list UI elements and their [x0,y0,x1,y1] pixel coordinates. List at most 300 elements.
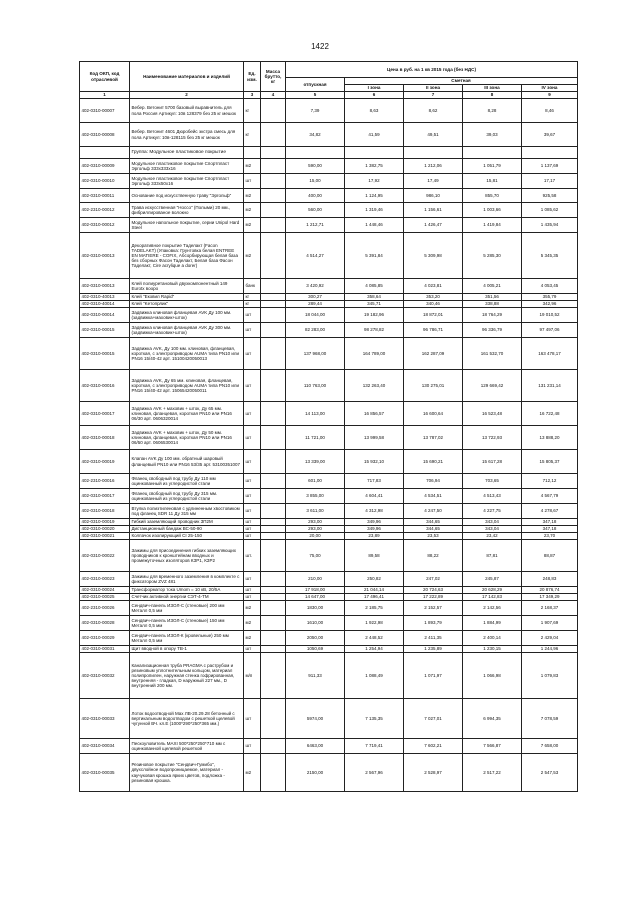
name-cell: Модульное пластиковое покрытие Спортпласт Эргольф 333х50х16 [130,174,244,189]
code-cell: 402-2310-00012 [80,203,130,218]
zone-1-price-cell: 4 085,85 [345,279,404,294]
column-number: 1 [80,92,130,99]
mass-cell [261,123,286,147]
zone-1-price-cell: 2 448,52 [345,631,404,646]
release-price-cell: 11 721,00 [286,426,345,450]
name-cell: Фланец свободный под трубу Ду 110 мм оцинкованный из углеродистой стали [130,474,244,489]
zone-3-price-cell: 1 051,79 [463,159,522,174]
mass-cell [261,338,286,370]
zone-2-price-cell: 247,02 [404,572,463,587]
zone-2-price-cell: 1 071,97 [404,653,463,699]
mass-cell [261,533,286,540]
code-cell: 402-0310-00034 [80,739,130,754]
table-row [80,218,578,233]
unit-cell: шт [244,308,261,323]
name-cell: Группа: Модульное пластиковое покрытие [130,147,244,159]
zone-2-price-cell: 1 212,06 [404,159,463,174]
zone-4-price-cell: 23,70 [522,533,578,540]
zone-3-price-cell: 23,42 [463,533,522,540]
table-row [80,587,578,594]
release-price-cell: 17 918,00 [286,587,345,594]
unit-cell: шт [244,594,261,601]
zone-4-price-cell: 8,46 [522,99,578,123]
name-cell: Вебер. Ветонит 5700 базовый выравнитель для пола Россия Артикул: 10в 128379 без 25 кг мешок [130,99,244,123]
code-cell: 402-0310-00016 [80,370,130,402]
name-cell: Щит вводной в опору ТВ-1 [130,646,244,653]
code-cell: 402-0310-00009 [80,159,130,174]
zone-3-price-cell: 4 005,21 [463,279,522,294]
page-number: 1422 [311,42,329,51]
unit-cell [244,147,261,159]
release-price-cell: 15,00 [286,174,345,189]
name-cell: Сендвич-панель ИЗОЛ-С (стеновые) 150 мм Металл 0,5 мм [130,616,244,631]
zone-4-price-cell: 19 010,52 [522,308,578,323]
table-row [80,294,578,301]
mass-cell [261,526,286,533]
header-code: Код ОКП, код отраслевой [80,62,130,92]
zone-1-price-cell: 89,58 [345,540,404,572]
name-cell: Зажимы для временного заземления в комплекте с фиксатором ZVZ 481 [130,572,244,587]
zone-2-price-cell: 1 893,79 [404,616,463,631]
zone-3-price-cell: 18 764,29 [463,308,522,323]
table-row [80,631,578,646]
zone-4-price-cell: 347,18 [522,519,578,526]
zone-1-price-cell: 16 856,57 [345,402,404,426]
zone-1-price-cell: 717,83 [345,474,404,489]
release-price-cell: 1610,00 [286,616,345,631]
mass-cell [261,323,286,338]
zone-3-price-cell: 2 400,14 [463,631,522,646]
zone-1-price-cell: 19 182,96 [345,308,404,323]
table-row [80,338,578,370]
unit-cell: м2 [244,616,261,631]
zone-3-price-cell: 1 066,98 [463,653,522,699]
zone-1-price-cell: 41,59 [345,123,404,147]
mass-cell [261,754,286,792]
zone-1-price-cell: 17 496,41 [345,594,404,601]
mass-cell [261,601,286,616]
release-price-cell: 14 113,00 [286,402,345,426]
zone-2-price-cell: 162 287,09 [404,338,463,370]
zone-3-price-cell: 4 227,75 [463,504,522,519]
zone-3-price-cell: 96 336,79 [463,323,522,338]
table-row [80,402,578,426]
code-cell: 402-0310-00019 [80,519,130,526]
zone-3-price-cell: 338,88 [463,301,522,308]
name-cell: Задвижка клиновая фланцевая AVK Ду 100 мм. (задвижка+маховик+шток) [130,308,244,323]
mass-cell [261,233,286,279]
unit-cell: шт. [244,540,261,572]
zone-1-price-cell: 164 789,00 [345,338,404,370]
unit-cell: шт [244,426,261,450]
zone-3-price-cell: 161 532,70 [463,338,522,370]
mass-cell [261,489,286,504]
zone-1-price-cell: 345,71 [345,301,404,308]
mass-cell [261,174,286,189]
table-row [80,653,578,699]
zone-4-price-cell: 347,18 [522,526,578,533]
table-row [80,189,578,203]
mass-cell [261,699,286,739]
unit-cell: шт [244,174,261,189]
zone-1-price-cell: 17,92 [345,174,404,189]
zone-4-price-cell: 2 168,37 [522,601,578,616]
zone-4-price-cell: 7 658,00 [522,739,578,754]
zone-1-price-cell: 2 185,75 [345,601,404,616]
header-zone-1: I зона [345,85,404,92]
zone-2-price-cell: 706,94 [404,474,463,489]
zone-3-price-cell: 15 617,28 [463,450,522,474]
unit-cell: кг [244,301,261,308]
header-name: Наименование материалов и изделий [130,62,244,92]
zone-4-price-cell: 1 079,83 [522,653,578,699]
release-price-cell: 1050,69 [286,646,345,653]
zone-2-price-cell: 23,53 [404,533,463,540]
zone-4-price-cell: 1 907,69 [522,616,578,631]
unit-cell: шт [244,519,261,526]
release-price-cell: 4 514,27 [286,233,345,279]
zone-3-price-cell: 855,70 [463,189,522,203]
code-cell: 402-0310-00007 [80,99,130,123]
zone-2-price-cell: 7 602,21 [404,739,463,754]
table-row [80,279,578,294]
zone-2-price-cell: 5 309,98 [404,233,463,279]
header-release: отпускная [286,78,345,92]
unit-cell: шт [244,699,261,739]
zone-4-price-cell: 342,96 [522,301,578,308]
zone-4-price-cell: 712,12 [522,474,578,489]
mass-cell [261,370,286,402]
zone-2-price-cell: 340,46 [404,301,463,308]
zone-4-price-cell: 4 278,67 [522,504,578,519]
code-cell: 402-0310-00033 [80,699,130,739]
code-cell [80,147,130,159]
zone-4-price-cell: 248,83 [522,572,578,587]
zone-1-price-cell: 349,96 [345,519,404,526]
zone-1-price-cell: 4 312,98 [345,504,404,519]
zone-3-price-cell: 15,81 [463,174,522,189]
unit-cell: м2 [244,631,261,646]
zone-3-price-cell: 351,56 [463,294,522,301]
unit-cell: м2 [244,203,261,218]
unit-cell: шт [244,526,261,533]
zone-3-price-cell: 16 523,48 [463,402,522,426]
code-cell: 402-0310-00008 [80,123,130,147]
code-cell: 402-0310-00011 [80,189,130,203]
release-price-cell [286,147,345,159]
release-price-cell: 1830,00 [286,601,345,616]
zone-2-price-cell: 49,51 [404,123,463,147]
zone-4-price-cell: 97 497,06 [522,323,578,338]
zone-3-price-cell: 343,04 [463,519,522,526]
zone-3-price-cell: 2 517,22 [463,754,522,792]
price-table [79,61,578,792]
zone-2-price-cell [404,147,463,159]
zone-3-price-cell [463,147,522,159]
unit-cell: м2 [244,233,261,279]
release-price-cell: 3 855,00 [286,489,345,504]
code-cell: 402-0310-00021 [80,533,130,540]
zone-1-price-cell: 1 922,98 [345,616,404,631]
name-cell: Декоративное покрытие Таделакт (Facon TADELAKT) (Упаковка: Грунтовка белая ENTREE EN MATIERE - COFIX, Абсорбирующая белая база без сборных Фасон Таделакт, Белая база Фасон Таделакт, Cire acrylique a dorer) [130,233,244,279]
code-cell: 402-0310-00017 [80,402,130,426]
unit-cell: шт [244,474,261,489]
zone-2-price-cell: 17,49 [404,174,463,189]
name-cell: Клей "Keтопрлик" [130,301,244,308]
code-cell: 402-0310-00022 [80,540,130,572]
code-cell: 402-0310-00017 [80,489,130,504]
column-number: 9 [522,92,578,99]
code-cell: 402-0310-00015 [80,338,130,370]
table-row [80,370,578,402]
release-price-cell: 400,00 [286,189,345,203]
zone-2-price-cell: 344,65 [404,526,463,533]
code-cell: 402-0310-00015 [80,323,130,338]
column-number: 4 [261,92,286,99]
zone-1-price-cell: 98 278,82 [345,323,404,338]
zone-4-price-cell: 1 137,69 [522,159,578,174]
table-row [80,301,578,308]
table-row [80,594,578,601]
name-cell: Вебер. Ветонит 4601 Дюробейс экстра смесь для пола Артикул: 10в-128115 без 25 кг мешок [130,123,244,147]
release-price-cell: 300,27 [286,294,345,301]
code-cell: 402-0310-00018 [80,426,130,450]
table-row [80,474,578,489]
mass-cell [261,474,286,489]
header-mass: Масса брутто, кг [261,62,286,92]
table-row [80,308,578,323]
release-price-cell: 5974,00 [286,699,345,739]
zone-3-price-cell: 87,81 [463,540,522,572]
code-cell: 402-0310-00025 [80,594,130,601]
release-price-cell: 137 968,00 [286,338,345,370]
unit-cell: шт [244,402,261,426]
unit-cell: шт [244,533,261,540]
release-price-cell: 293,00 [286,526,345,533]
unit-cell: шт [244,739,261,754]
column-number: 6 [345,92,404,99]
name-cell: Колпачок изолирующий CI 25-150 [130,533,244,540]
zone-3-price-cell: 245,87 [463,572,522,587]
column-number: 3 [244,92,261,99]
release-price-cell: 911,33 [286,653,345,699]
zone-4-price-cell: 1 435,94 [522,218,578,233]
table-row [80,233,578,279]
table-row [80,504,578,519]
zone-1-price-cell: 7 135,35 [345,699,404,739]
name-cell: Задвижка AVK, Ду 100 мм. клиновая, фланцевая, короткая, с электроприводом AUMA типа PN10 или PN16 15/40-42 арт. 15100420050013 [130,338,244,370]
unit-cell: шт [244,450,261,474]
unit-cell: кг [244,294,261,301]
zone-3-price-cell: 6 994,35 [463,699,522,739]
name-cell: Счетчик активной энергии СЭТ-4-ТМ [130,594,244,601]
table-row [80,99,578,123]
mass-cell [261,631,286,646]
mass-cell [261,218,286,233]
zone-4-price-cell: 39,67 [522,123,578,147]
zone-1-price-cell: 7 719,41 [345,739,404,754]
zone-2-price-cell: 1 426,47 [404,218,463,233]
code-cell: 402-0310-00014 [80,308,130,323]
zone-2-price-cell: 4 023,81 [404,279,463,294]
zone-1-price-cell: 21 044,14 [345,587,404,594]
name-cell: Фланец свободный под трубу Ду 315 мм. оцинкованный из углеродистой стали [130,489,244,504]
mass-cell [261,426,286,450]
zone-3-price-cell: 20 628,29 [463,587,522,594]
zone-4-price-cell: 355,79 [522,294,578,301]
zone-2-price-cell: 986,10 [404,189,463,203]
table-row [80,754,578,792]
zone-3-price-cell: 129 669,42 [463,370,522,402]
zone-1-price-cell: 1 382,75 [345,159,404,174]
name-cell: Дистанционный бандаж ВС-50-90 [130,526,244,533]
column-number: 5 [286,92,345,99]
zone-4-price-cell: 2 429,04 [522,631,578,646]
unit-cell: шт [244,587,261,594]
mass-cell [261,402,286,426]
name-cell: Трава искусственная "Hocco" (Полыми) 20 мм., фибриллированое волокно [130,203,244,218]
zone-4-price-cell: 16 722,48 [522,402,578,426]
name-cell: Сендвич-панель ИЗОЛ-С (стеновые) 200 мм Металл 0,5 мм [130,601,244,616]
unit-cell: кг [244,123,261,147]
header-unit: Ед. изм. [244,62,261,92]
zone-1-price-cell [345,147,404,159]
zone-1-price-cell: 1 254,94 [345,646,404,653]
release-price-cell: 2150,00 [286,754,345,792]
zone-4-price-cell: 88,87 [522,540,578,572]
mass-cell [261,159,286,174]
mass-cell [261,301,286,308]
zone-2-price-cell: 1 235,89 [404,646,463,653]
zone-1-price-cell: 1 319,46 [345,203,404,218]
zone-2-price-cell: 17 222,89 [404,594,463,601]
column-number: 7 [404,92,463,99]
unit-cell: шт [244,338,261,370]
zone-1-price-cell: 358,64 [345,294,404,301]
release-price-cell: 3 420,92 [286,279,345,294]
zone-2-price-cell: 13 787,02 [404,426,463,450]
zone-4-price-cell: 20 876,74 [522,587,578,594]
zone-2-price-cell: 353,20 [404,294,463,301]
zone-2-price-cell: 8,62 [404,99,463,123]
zone-2-price-cell: 96 786,71 [404,323,463,338]
zone-3-price-cell: 1 419,84 [463,218,522,233]
table-row [80,323,578,338]
unit-cell: шт [244,572,261,587]
unit-cell: м2 [244,189,261,203]
mass-cell [261,308,286,323]
release-price-cell: 34,82 [286,123,345,147]
table-row [80,601,578,616]
code-cell: 402-0310-00032 [80,653,130,699]
code-cell: 402-0310-40013 [80,294,130,301]
table-row [80,174,578,189]
zone-1-price-cell: 2 567,96 [345,754,404,792]
zone-4-price-cell: 13 888,20 [522,426,578,450]
zone-3-price-cell: 8,28 [463,99,522,123]
zone-4-price-cell: 1 085,62 [522,203,578,218]
table-row [80,572,578,587]
name-cell: Трансформатор тока Umom = 10 кВ, 20/5А [130,587,244,594]
header-zone-2: II зона [404,85,463,92]
release-price-cell: 3 611,00 [286,504,345,519]
mass-cell [261,294,286,301]
unit-cell: м2 [244,754,261,792]
name-cell: Задвижка AVK, Ду 65 мм. клиновая, фланцевая, короткая, с электроприводом AUMA типа PN10 или PN16 15/40-42 арт. 15065420050011 [130,370,244,402]
table-row [80,533,578,540]
zone-1-price-cell: 132 263,40 [345,370,404,402]
zone-3-price-cell: 7 566,87 [463,739,522,754]
unit-cell: шт [244,504,261,519]
table-body [80,99,578,792]
name-cell: Гибкий заземляющий проводник ЗП2М [130,519,244,526]
table-row [80,540,578,572]
mass-cell [261,504,286,519]
release-price-cell: 210,00 [286,572,345,587]
unit-cell: м2 [244,601,261,616]
zone-2-price-cell: 7 027,01 [404,699,463,739]
release-price-cell: 1 212,71 [286,218,345,233]
zone-1-price-cell: 349,96 [345,526,404,533]
mass-cell [261,616,286,631]
unit-cell: банк [244,279,261,294]
release-price-cell: 6463,00 [286,739,345,754]
mass-cell [261,99,286,123]
unit-cell: м2 [244,218,261,233]
name-cell: Пескоуловитель MAXI 500*250*250*710 мм с оцинкованной щелевой решеткой [130,739,244,754]
zone-4-price-cell: 925,58 [522,189,578,203]
zone-2-price-cell: 2 411,35 [404,631,463,646]
column-number: 2 [130,92,244,99]
unit-cell: шт [244,370,261,402]
mass-cell [261,450,286,474]
zone-4-price-cell: 163 478,17 [522,338,578,370]
zone-2-price-cell: 4 534,51 [404,489,463,504]
release-price-cell: 20,00 [286,533,345,540]
zone-3-price-cell: 1 003,66 [463,203,522,218]
release-price-cell: 110 763,00 [286,370,345,402]
name-cell: Задвижка клиновая фланцевая AVK Ду 300 мм. (задвижка+маховик+шток) [130,323,244,338]
unit-cell: м/п [244,653,261,699]
zone-3-price-cell: 343,04 [463,526,522,533]
name-cell: Резиновое покрытие "Сендвич-Гумибо", двухслойное водопроницаемое, материал - каучуковая крошка ярких цветов, подложка - резиновая крошка. [130,754,244,792]
table-row [80,519,578,526]
zone-1-price-cell: 4 604,41 [345,489,404,504]
zone-3-price-cell: 13 722,93 [463,426,522,450]
mass-cell [261,572,286,587]
code-cell: 402-0310-00013 [80,279,130,294]
release-price-cell: 7,39 [286,99,345,123]
zone-2-price-cell: 130 275,01 [404,370,463,402]
zone-2-price-cell: 2 528,97 [404,754,463,792]
table-row [80,699,578,739]
release-price-cell: 13 339,00 [286,450,345,474]
release-price-cell: 14 647,00 [286,594,345,601]
mass-cell [261,587,286,594]
zone-2-price-cell: 4 247,50 [404,504,463,519]
zone-4-price-cell [522,147,578,159]
table-row [80,426,578,450]
code-cell: 402-0310-00018 [80,504,130,519]
zone-1-price-cell: 1 088,49 [345,653,404,699]
name-cell: Модульное пластиковое покрытие Спортпласт Эргольф 333х333х16 [130,159,244,174]
code-cell: 402-0310-00012 [80,218,130,233]
name-cell: Задвижка AVK + маховик + шток, Ду 50 мм. клиновая, фланцевая, короткая PN10 или PN16 06/50 арт. 0606530014 [130,426,244,450]
mass-cell [261,646,286,653]
header-zone-3: III зона [463,85,522,92]
table-row [80,159,578,174]
name-cell: Клапан AVK Ду 100 мм. обратный шаровый фланцевый PN10 или PN16 53/35 арт. 53100351007 [130,450,244,474]
